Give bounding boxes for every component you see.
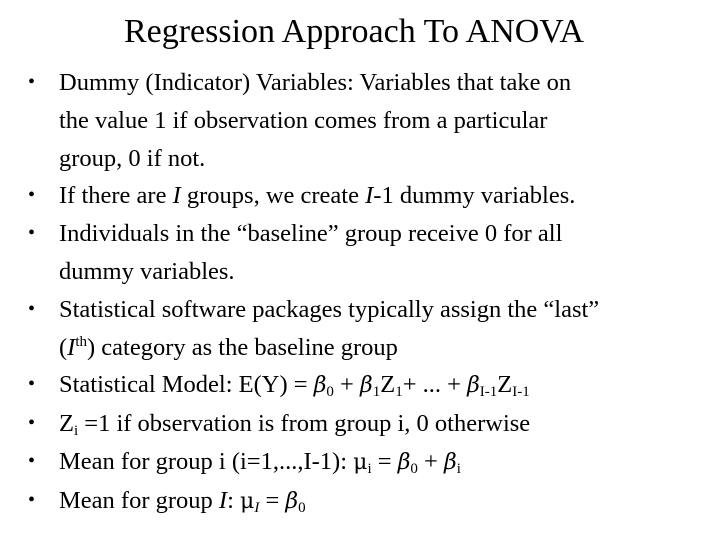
bullet-text-line: [59, 329, 702, 367]
bullet-text-line: the value 1 if observation comes from a particular: [59, 106, 548, 134]
beta-symbol: β: [467, 373, 480, 399]
bullet-text-line: group, 0 if not.: [59, 144, 206, 172]
text-run: Z: [59, 410, 74, 438]
text-run: ) category as the baseline group: [87, 333, 398, 361]
text-run: =1 if observation is from group i, 0 otherwise: [78, 410, 531, 438]
beta-symbol: β: [313, 373, 327, 399]
subscript: 0: [410, 460, 418, 477]
bullet-dot-icon: •: [28, 373, 36, 396]
beta-symbol: β: [360, 373, 373, 399]
bullet-dot-icon: •: [28, 222, 36, 245]
italic-var: I: [172, 182, 181, 210]
bullet-text-line: Dummy (Indicator) Variables: Variables that take on: [59, 69, 572, 96]
bullet-text-line: [59, 443, 702, 482]
subscript: I-1: [479, 384, 498, 401]
bullet-software-baseline: [22, 291, 702, 367]
beta-symbol: β: [397, 449, 411, 475]
subscript: i: [73, 423, 79, 440]
bullet-statistical-model: [22, 366, 702, 405]
bullet-dot-icon: •: [28, 184, 36, 207]
beta-symbol: β: [444, 449, 457, 475]
text-run: +: [417, 447, 444, 475]
subscript: 0: [298, 499, 306, 516]
text-run: +: [333, 371, 360, 399]
subscript: i: [367, 460, 372, 477]
subscript: i: [456, 460, 461, 477]
text-run: Mean for group i (i=1,...,I-1):: [59, 447, 354, 475]
italic-var: I: [67, 333, 76, 361]
text-run: :: [227, 486, 240, 514]
bullet-mean-group-i: [22, 443, 702, 482]
subscript: 1: [372, 384, 381, 401]
mu-symbol: μ: [353, 449, 368, 475]
text-run: Z: [497, 371, 513, 399]
bullet-text-line: Statistical software packages typically assign the “last”: [59, 295, 600, 323]
bullet-dot-icon: •: [28, 71, 36, 93]
text-run: Z: [380, 371, 396, 399]
bullet-i-groups: [22, 177, 702, 215]
text-run: -1 dummy variables.: [373, 182, 576, 210]
text-run: (: [59, 333, 68, 361]
subscript: I-1: [512, 384, 530, 401]
text-run: Mean for group: [59, 486, 219, 514]
text-run: groups, we create: [180, 182, 366, 210]
bullet-text-line: Individuals in the “baseline” group receive 0 for all: [59, 220, 563, 248]
bullet-text-line: [59, 177, 702, 215]
bullet-dot-icon: •: [28, 449, 36, 472]
bullet-list: [22, 64, 702, 521]
text-run: =: [371, 447, 398, 475]
subscript: I: [254, 499, 260, 516]
bullet-dot-icon: •: [28, 488, 36, 511]
bullet-text-line: dummy variables.: [59, 257, 235, 285]
slide-title: Regression Approach To ANOVA: [123, 13, 585, 50]
bullet-mean-group-last: [22, 482, 702, 521]
subscript: 1: [395, 384, 403, 401]
text-run: If there are: [59, 182, 173, 210]
bullet-text-line: [59, 482, 702, 521]
italic-var: I: [365, 182, 374, 210]
superscript: th: [75, 333, 88, 350]
bullet-dot-icon: •: [28, 297, 36, 320]
text-run: =: [259, 486, 286, 514]
bullet-dummy-variables: [22, 64, 702, 177]
mu-symbol: μ: [240, 488, 255, 514]
bullet-baseline-group: [22, 215, 702, 291]
beta-symbol: β: [285, 488, 299, 514]
bullet-text-line: [59, 405, 702, 443]
bullet-dot-icon: •: [28, 412, 36, 435]
text-run: Statistical Model: E(Y) =: [59, 371, 314, 399]
bullet-zi-definition: [22, 405, 702, 443]
subscript: 0: [326, 384, 334, 401]
text-run: + ... +: [402, 371, 468, 399]
bullet-text-line: [59, 366, 702, 405]
italic-var: I: [218, 486, 228, 514]
